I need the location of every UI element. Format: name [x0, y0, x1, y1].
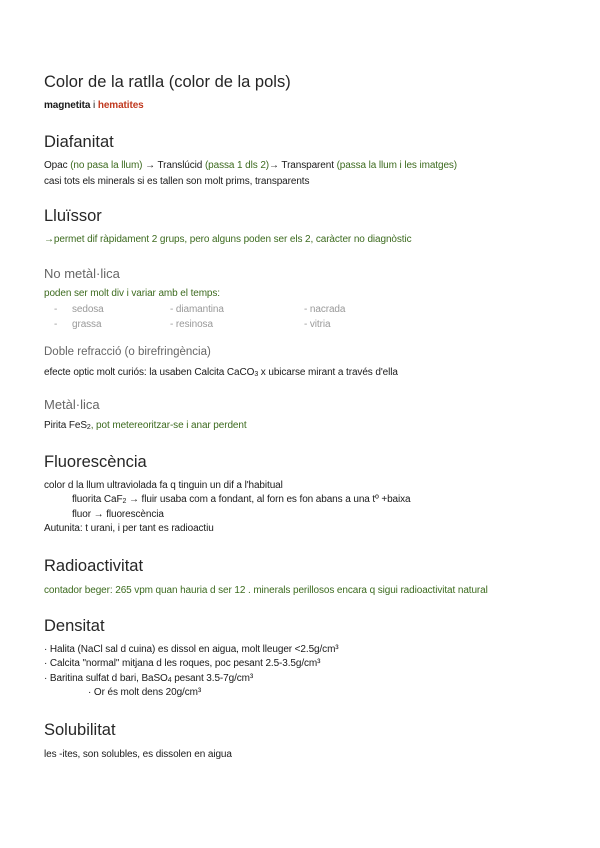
heading-densitat: Densitat — [44, 617, 105, 635]
heading-no-metallica: No metàl·lica — [44, 266, 120, 281]
baritina-note: pesant 3.5-7g/cm³ — [171, 673, 254, 684]
densitat-line-4: · Or és molt dens 20g/cm³ — [88, 687, 202, 698]
transparent-text: → Transparent — [269, 160, 337, 171]
lustre-grassa: grassa — [72, 319, 102, 330]
heading-solubilitat: Solubilitat — [44, 721, 116, 739]
lustre-resinosa: - resinosa — [170, 319, 213, 330]
no-metallica-line: poden ser molt div i variar amb el temps: — [44, 288, 220, 299]
diafanitat-line-2: casi tots els minerals si es tallen son molt prims, transparents — [44, 176, 310, 187]
heading-ratlla: Color de la ratlla (color de la pols) — [44, 73, 291, 91]
subscript: 2 — [122, 498, 127, 505]
lluissor-line: →permet dif ràpidament 2 grups, pero alguns poden ser els 2, caràcter no diagnòstic — [44, 234, 412, 245]
fluorescencia-line-3: fluor → fluorescència — [72, 509, 164, 520]
fluorita-text: fluorita CaF — [72, 494, 123, 505]
fluorita-note: → fluir usaba com a fondant, al forn es fon abans a una tº +baixa — [126, 494, 411, 505]
pirita-note: , pot metereoritzar-se i anar perdent — [90, 420, 247, 431]
densitat-line-2: · Calcita "normal" mitjana d les roques, poc pesant 2.5-3.5g/cm³ — [44, 658, 321, 669]
translucid-text: → Translúcid — [142, 160, 205, 171]
hematites-text: hematites — [97, 100, 144, 111]
heading-fluorescencia: Fluorescència — [44, 453, 147, 471]
lustre-nacrada: - nacrada — [304, 304, 346, 315]
doble-refraccio-line — [44, 367, 398, 381]
heading-metallica: Metàl·lica — [44, 397, 100, 412]
doble-refraccio-text-end: x ubicarse mirant a través d'ella — [258, 367, 398, 378]
subscript: 3 — [254, 371, 259, 378]
transparent-note: (passa la llum i les imatges) — [336, 160, 458, 171]
heading-radioactivitat: Radioactivitat — [44, 557, 144, 575]
pirita-text: Pirita FeS — [44, 420, 87, 431]
subscript: 2 — [86, 424, 91, 431]
bullet-dash: - — [54, 304, 58, 315]
fluorescencia-line-1: color d la llum ultraviolada fa q tinguin un dif a l'habitual — [44, 480, 283, 491]
baritina-text: · Baritina sulfat d bari, BaSO — [44, 673, 168, 684]
magnetita-text: magnetita — [44, 100, 91, 111]
diafanitat-line-1 — [44, 160, 457, 172]
densitat-line-3 — [44, 673, 253, 687]
lustre-vitria: - vitria — [304, 319, 331, 330]
heading-lluissor: Lluïssor — [44, 207, 102, 225]
radioactivitat-line: contador beger: 265 vpm quan hauria d ser 12 . minerals perillosos encara q sigui radioactivitat natural — [44, 585, 488, 596]
ratlla-line — [44, 100, 144, 112]
densitat-line-1: · Halita (NaCl sal d cuina) es dissol en aigua, molt lleuger <2.5g/cm³ — [44, 644, 339, 655]
heading-doble-refraccio: Doble refracció (o birefringència) — [44, 346, 211, 358]
lustre-sedosa: sedosa — [72, 304, 104, 315]
solubilitat-line: les -ites, son solubles, es dissolen en aigua — [44, 749, 232, 760]
heading-diafanitat: Diafanitat — [44, 133, 114, 151]
doble-refraccio-text: efecte optic molt curiós: la usaben Calcita CaCO — [44, 367, 255, 378]
fluorescencia-line-4: Autunita: t urani, i per tant es radioactiu — [44, 523, 214, 534]
bullet-dash: - — [54, 319, 58, 330]
fluorescencia-line-2 — [72, 494, 410, 508]
metallica-line — [44, 420, 247, 434]
lustre-diamantina: - diamantina — [170, 304, 224, 315]
opac-note: (no pasa la llum) — [70, 160, 143, 171]
and-text: i — [90, 100, 98, 111]
subscript: 4 — [167, 677, 172, 684]
opac-text: Opac — [44, 160, 71, 171]
translucid-note: (passa 1 dls 2) — [204, 160, 270, 171]
